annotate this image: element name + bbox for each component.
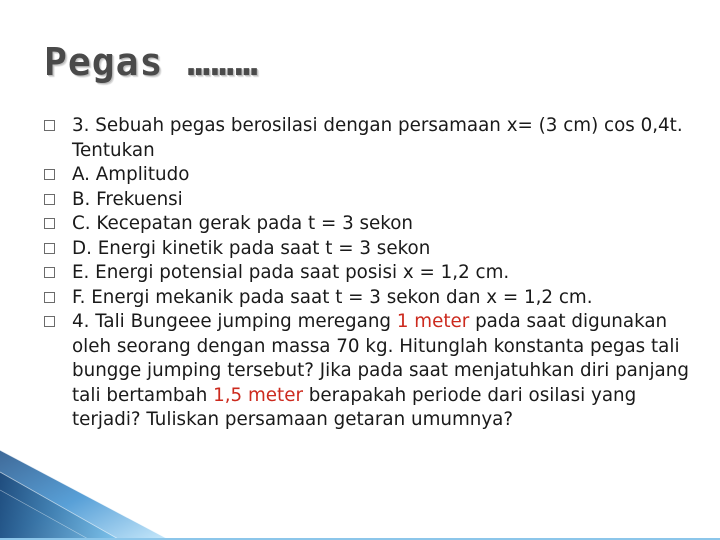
corner-decoration [0, 450, 720, 540]
item-text [72, 311, 689, 430]
item-text: F. Energi mekanik pada saat t = 3 sekon dan x = 1,2 cm. [72, 286, 593, 308]
square-bullet-icon [44, 194, 55, 205]
highlight-text: 1,5 meter [213, 384, 303, 406]
list-item [44, 212, 704, 237]
square-bullet-icon [44, 169, 55, 180]
square-bullet-icon [44, 243, 55, 254]
slide-title: Pegas ……… [44, 40, 259, 84]
list-item [44, 237, 704, 262]
list-item [44, 286, 704, 311]
item-text: E. Energi potensial pada saat posisi x = 1,2 cm. [72, 262, 510, 283]
item-text-part: berapakah periode dari osilasi yang terjadi? Tuliskan persamaan getaran umumnya? [72, 384, 637, 430]
list-item [44, 310, 704, 433]
list-item [44, 114, 704, 163]
item-text-part: 4. Tali Bungeee jumping meregang [72, 311, 397, 332]
list-item [44, 163, 704, 188]
square-bullet-icon [44, 292, 55, 303]
square-bullet-icon [44, 120, 55, 131]
square-bullet-icon [44, 218, 55, 229]
item-text: C. Kecepatan gerak pada t = 3 sekon [72, 213, 414, 234]
highlight-text: 1 meter [396, 311, 470, 332]
item-text-part: pada saat digunakan oleh seorang dengan massa 70 kg. Hitunglah konstanta pegas tali bungge jumping tersebut? Jika pada saat menjatuhkan diri panjang tali bertambah [72, 311, 689, 406]
square-bullet-icon [44, 316, 55, 327]
item-text: D. Energi kinetik pada saat t = 3 sekon [72, 237, 431, 259]
item-text: B. Frekuensi [72, 188, 183, 210]
list-item [44, 261, 704, 286]
item-text: 3. Sebuah pegas berosilasi dengan persamaan x= (3 cm) cos 0,4t. Tentukan [72, 115, 683, 161]
square-bullet-icon [44, 267, 55, 278]
list-item [44, 188, 704, 213]
item-text: A. Amplitudo [72, 164, 190, 185]
problem-list [44, 114, 704, 433]
